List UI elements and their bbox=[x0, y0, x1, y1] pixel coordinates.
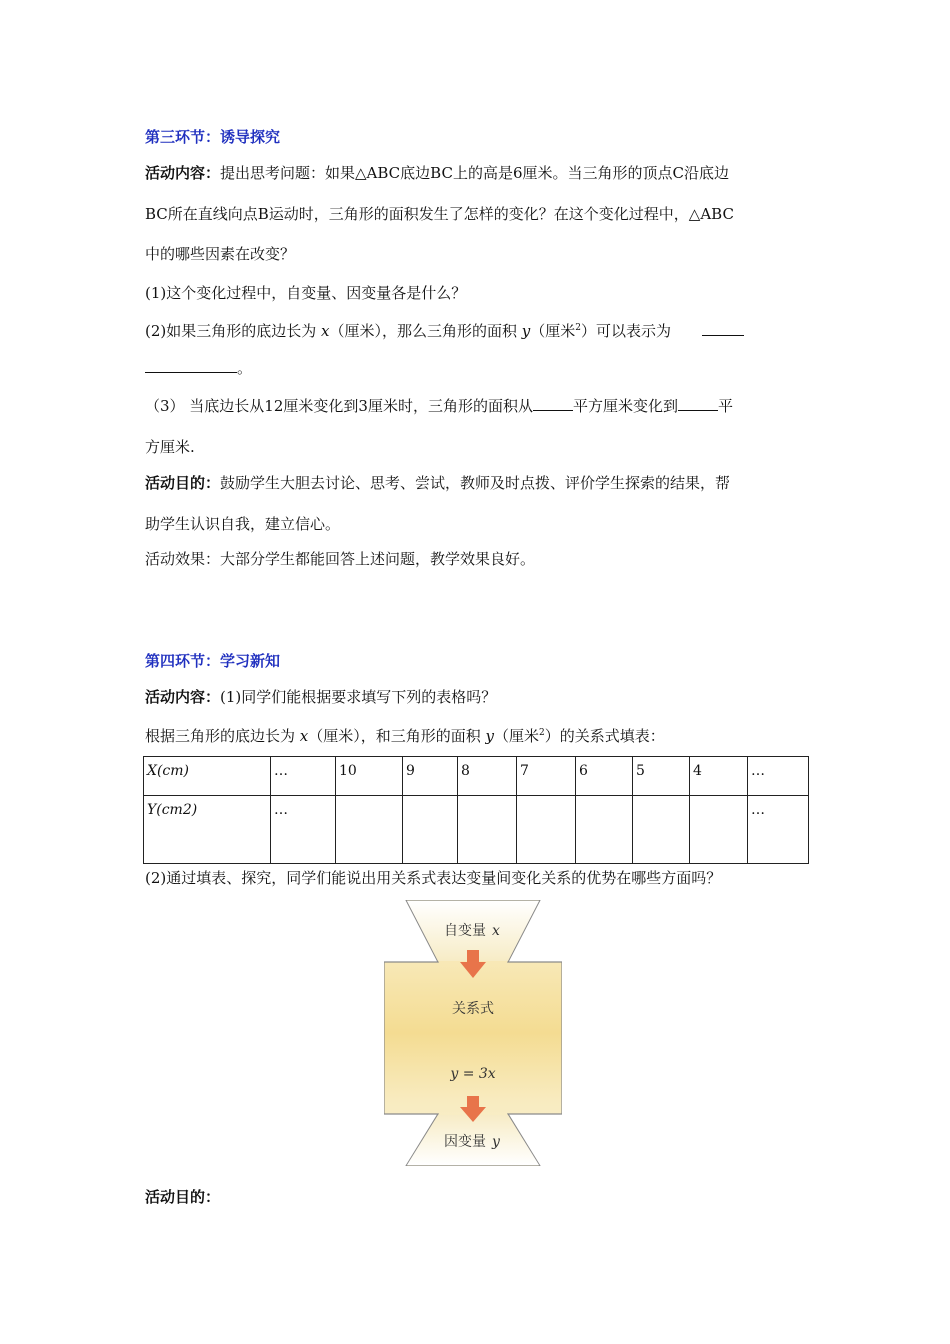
section3-content-line3: 中的哪些因素在改变？ bbox=[145, 245, 296, 263]
table-cell: … bbox=[748, 757, 809, 796]
variable-relation-diagram bbox=[384, 900, 562, 1166]
section4-goal-label: 活动目的： bbox=[145, 1188, 221, 1206]
section4-content-label: 活动内容： bbox=[145, 688, 221, 706]
table-cell-input[interactable] bbox=[576, 796, 633, 864]
dependent-variable-label: 因变量 bbox=[444, 1134, 486, 1150]
dependent-variable-symbol: y bbox=[492, 1134, 500, 1150]
section4-question-2: (2)通过填表、探究，同学们能说出用关系式表达变量间变化关系的优势在哪些方面吗？ bbox=[145, 869, 722, 887]
answer-blank[interactable] bbox=[533, 396, 573, 411]
table-cell: … bbox=[271, 757, 336, 796]
table-cell: … bbox=[271, 796, 336, 864]
table-cell: 5 bbox=[633, 757, 690, 796]
table-row-x bbox=[144, 757, 809, 796]
question-1: (1)这个变化过程中，自变量、因变量各是什么？ bbox=[145, 284, 467, 302]
relation-label: 关系式 bbox=[452, 1001, 494, 1017]
question-2: (2)如果三角形的底边长为 x（厘米），那么三角形的面积 y（厘米$^2$）可以表示为 bbox=[145, 318, 744, 341]
question-2-cont: 。 bbox=[145, 358, 252, 378]
table-cell: 4 bbox=[690, 757, 748, 796]
section3-content-line1: 活动内容：提出思考问题：如果△ABC底边BC上的高是6厘米。当三角形的顶点C沿底边 bbox=[145, 164, 729, 182]
table-cell: 7 bbox=[517, 757, 576, 796]
section3-goal-label: 活动目的： bbox=[145, 474, 221, 492]
section3-goal-line1: 活动目的：鼓励学生大胆去讨论、思考、尝试，教师及时点拨、评价学生探索的结果，帮 bbox=[145, 474, 731, 492]
table-cell-input[interactable] bbox=[403, 796, 458, 864]
table-cell: Y(cm2) bbox=[144, 796, 271, 864]
section3-content-line2: BC所在直线向点B运动时，三角形的面积发生了怎样的变化？在这个变化过程中，△ABC bbox=[145, 205, 734, 223]
table-cell-input[interactable] bbox=[336, 796, 403, 864]
section3-heading: 第三环节：诱导探究 bbox=[145, 128, 281, 146]
value-table bbox=[143, 756, 809, 864]
table-cell: X(cm) bbox=[144, 757, 271, 796]
table-row-y bbox=[144, 796, 809, 864]
table-cell-input[interactable] bbox=[633, 796, 690, 864]
table-cell: 9 bbox=[403, 757, 458, 796]
section4-content: 活动内容：(1)同学们能根据要求填写下列的表格吗？ bbox=[145, 688, 497, 706]
formula: y = 3x bbox=[450, 1066, 496, 1082]
table-cell-input[interactable] bbox=[690, 796, 748, 864]
section3-effect: 活动效果：大部分学生都能回答上述问题，教学效果良好。 bbox=[145, 550, 536, 568]
table-cell-input[interactable] bbox=[458, 796, 517, 864]
answer-blank[interactable] bbox=[678, 396, 718, 411]
table-cell: 10 bbox=[336, 757, 403, 796]
section4-heading: 第四环节：学习新知 bbox=[145, 652, 281, 670]
question-3: （3） 当底边长从12厘米变化到3厘米时，三角形的面积从 平方厘米变化到 平 bbox=[145, 397, 733, 415]
answer-blank[interactable] bbox=[145, 358, 237, 373]
section3-content-label: 活动内容： bbox=[145, 164, 221, 182]
independent-variable-symbol: x bbox=[492, 923, 500, 939]
section3-goal-line2: 助学生认识自我，建立信心。 bbox=[145, 515, 341, 533]
independent-variable-label: 自变量 bbox=[444, 923, 486, 939]
table-cell: … bbox=[748, 796, 809, 864]
question-3-cont: 方厘米. bbox=[145, 438, 195, 456]
table-intro: 根据三角形的底边长为 x（厘米），和三角形的面积 y（厘米$^2$）的关系式填表： bbox=[145, 727, 665, 745]
table-cell: 6 bbox=[576, 757, 633, 796]
answer-blank[interactable] bbox=[702, 321, 744, 336]
table-cell-input[interactable] bbox=[517, 796, 576, 864]
table-cell: 8 bbox=[458, 757, 517, 796]
